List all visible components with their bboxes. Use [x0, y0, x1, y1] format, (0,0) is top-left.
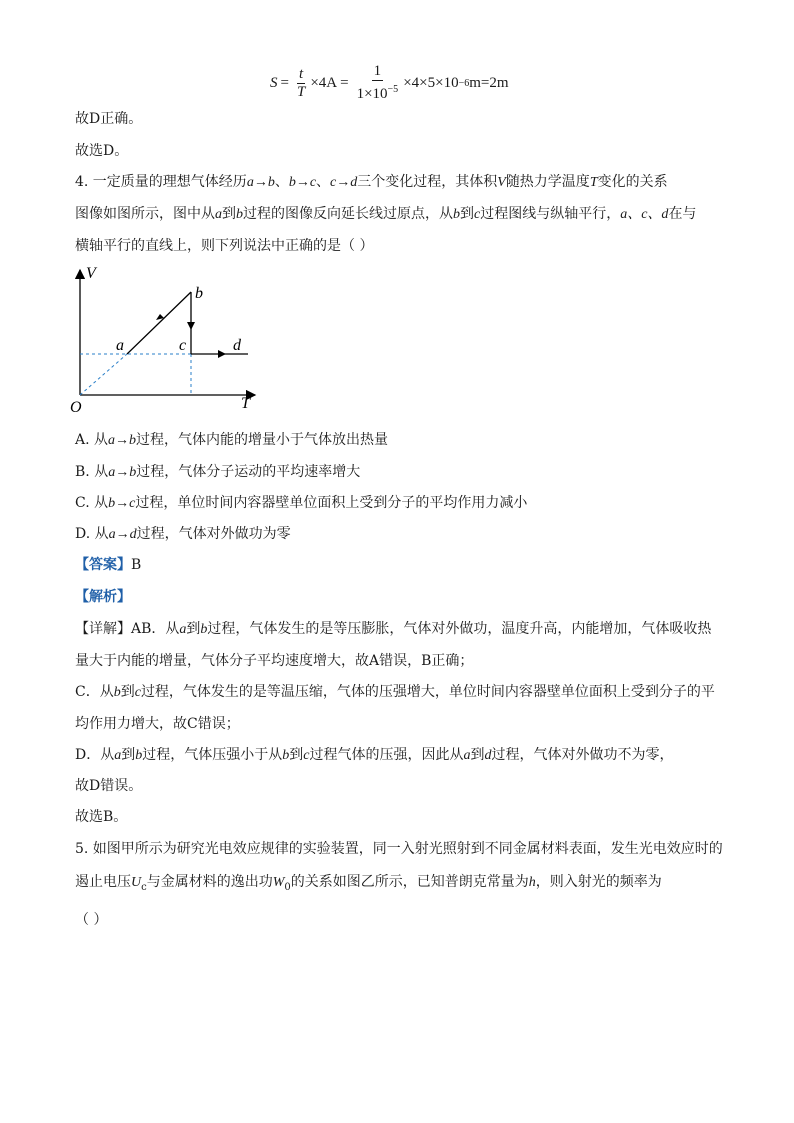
point-label-a: a	[116, 337, 124, 354]
explanation-line-5: D．从a到b过程，气体压强小于从b到c过程气体的压强，因此从a到d过程，气体对外做功不为零，	[75, 747, 674, 763]
question-5-line-1: 5. 如图甲所示为研究光电效应规律的实验装置，同一入射光照射到不同金属材料表面，发生光电效应时的	[75, 841, 723, 857]
arrow-c-d-icon	[218, 350, 226, 358]
option-d: D. 从a→d过程，气体对外做功为零	[75, 526, 291, 542]
explanation-line-3: C．从b到c过程，气体发生的是等温压缩，气体的压强增大，单位时间内容器壁单位面积上受到分子的平	[75, 684, 715, 700]
option-b: B. 从a→b过程，气体分子运动的平均速率增大	[75, 464, 361, 480]
option-a: A. 从a→b过程，气体内能的增量小于气体放出热量	[75, 432, 389, 448]
fraction-one-over-period: $\frac{1}{1\times 10^{-5}}$	[356, 63, 399, 102]
option-c: C. 从b→c过程，单位时间内容器壁单位面积上受到分子的平均作用力减小	[75, 495, 528, 511]
text-line: 故D正确。	[75, 111, 143, 127]
vt-graph	[60, 262, 270, 422]
answer-line: 【答案】B	[75, 557, 142, 573]
amplitude-formula: S = $\frac{t}{T}$ ×4A = $\frac{1}{1\times 10^{-5}}$ ×4×5×10 −6 m=2m	[270, 63, 509, 102]
explanation-line-6: 故D错误。	[75, 778, 143, 794]
question-4-line-2: 图像如图所示，图中从a到b过程的图像反向延长线过原点，从b到c过程图线与纵轴平行，a、c、d在与	[75, 206, 697, 222]
arrow-b-c-icon	[187, 322, 195, 330]
point-label-c: c	[179, 337, 187, 354]
question-5-line-3: （ ）	[75, 912, 108, 928]
extension-dashed-line	[80, 354, 127, 395]
question-4-line-3: 横轴平行的直线上，则下列说法中正确的是（ ）	[75, 238, 374, 254]
explanation-line-7: 故选B。	[75, 809, 128, 825]
explanation-line-2: 量大于内能的增量，气体分子平均速度增大，故A错误，B正确；	[75, 653, 474, 669]
text-line: 故选D。	[75, 143, 129, 159]
origin-label: O	[70, 399, 82, 416]
explanation-line-1: 【详解】AB．从a到b过程，气体发生的是等压膨胀，气体对外做功，温度升高，内能增加，气体吸收热	[75, 621, 712, 637]
axis-label-v: V	[86, 265, 96, 282]
axis-label-t: T	[241, 395, 250, 412]
analysis-heading: 【解析】	[75, 589, 131, 605]
question-5-line-2: 遏止电压$U_c$与金属材料的逸出功$W_0$的关系如图乙所示，已知普朗克常量为h，则入射光的频率为	[75, 874, 662, 893]
question-4-line-1: 4. 一定质量的理想气体经历a→b、b→c、c→d三个变化过程，其体积V随热力学温度T变化的关系	[75, 174, 668, 190]
point-label-b: b	[195, 285, 203, 302]
point-label-d: d	[233, 337, 241, 354]
fraction-t-over-T: $\frac{t}{T}$	[296, 65, 306, 100]
explanation-line-4: 均作用力增大，故C错误；	[75, 716, 240, 732]
